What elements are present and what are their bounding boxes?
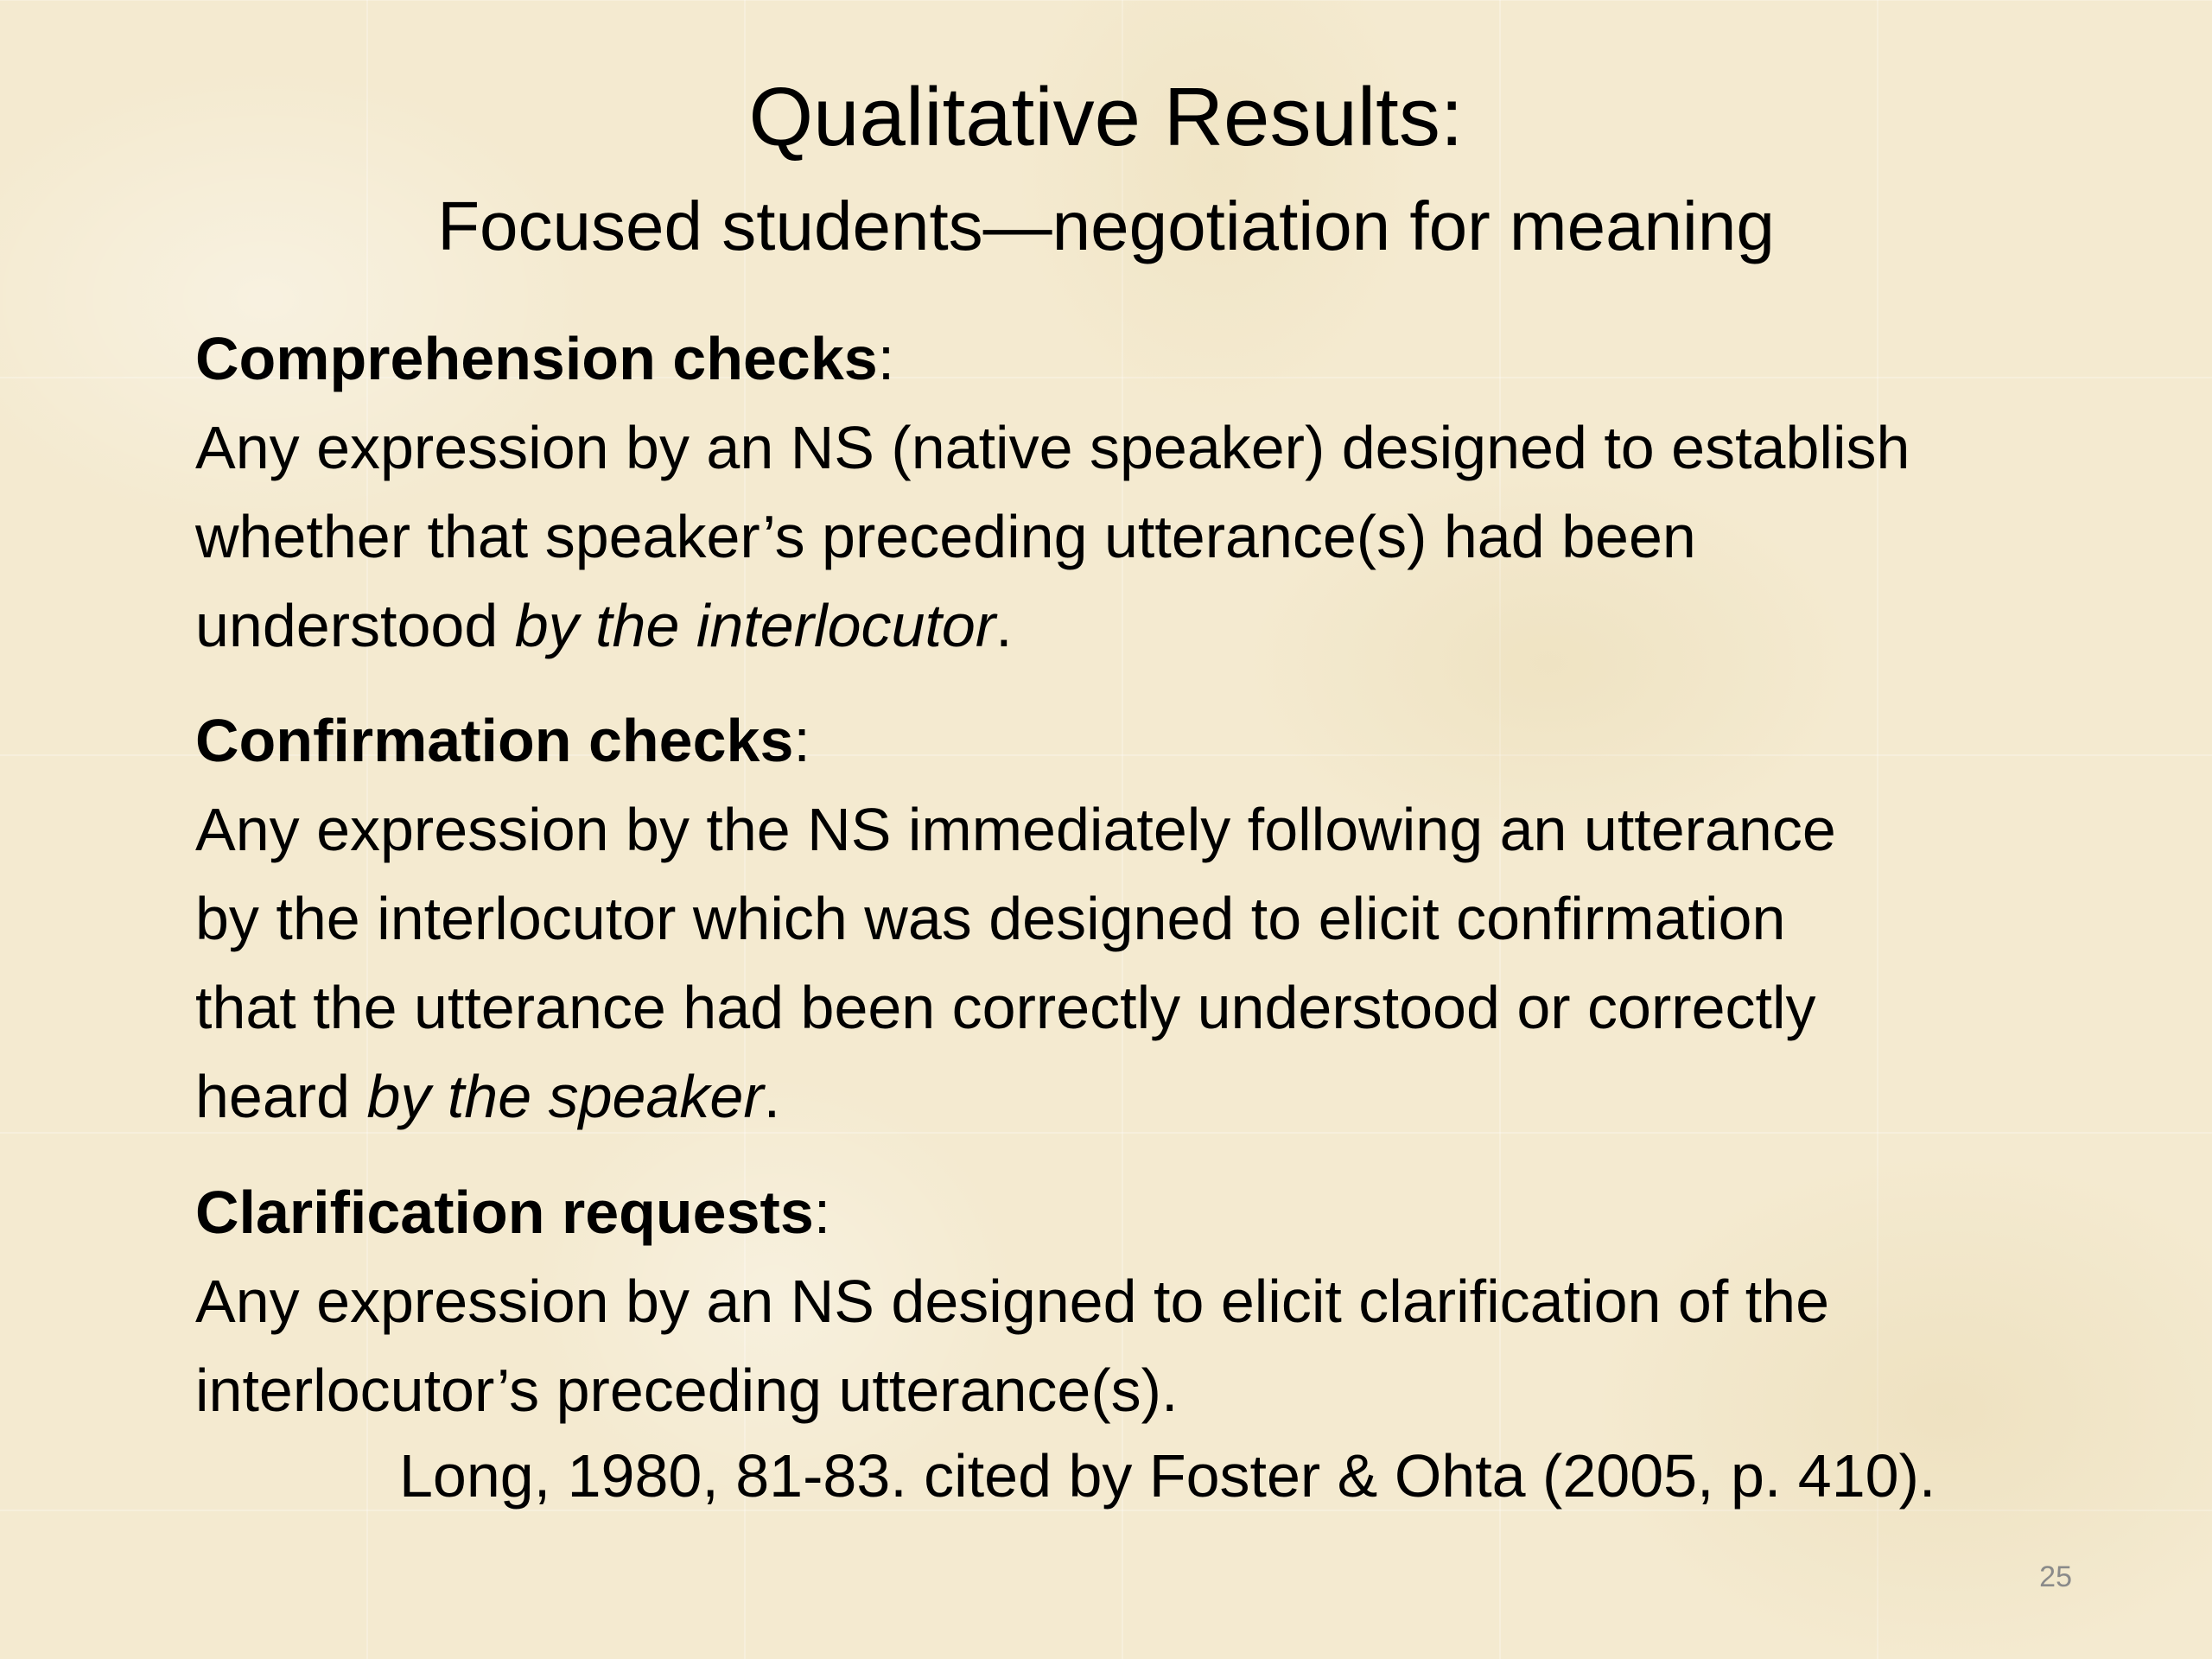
section-confirmation-checks — [195, 696, 2113, 1141]
definition-line: by the interlocutor which was designed to elicit confirmation — [195, 885, 1786, 952]
term-heading — [195, 696, 2113, 785]
definition-text: understood — [195, 592, 515, 659]
definition-line: Any expression by an NS (native speaker) designed to establish — [195, 414, 1910, 481]
term-colon: : — [813, 1179, 831, 1246]
definition-line: interlocutor’s preceding utterance(s). — [195, 1357, 1179, 1424]
definition-emphasis: by the interlocutor — [514, 592, 996, 659]
term-heading — [195, 315, 2113, 404]
definition-period: . — [995, 592, 1013, 659]
slide-title: Qualitative Results: — [748, 71, 1464, 163]
definition-line: whether that speaker’s preceding utterance(s) had been — [195, 503, 1696, 570]
page-number: 25 — [2039, 1560, 2072, 1593]
term-heading — [195, 1168, 2113, 1257]
definition-period: . — [763, 1063, 781, 1130]
definition-line-last — [195, 582, 2113, 671]
definition-line-last — [195, 1052, 2113, 1141]
term-colon: : — [793, 707, 810, 774]
slide-subtitle: Focused students—negotiation for meaning — [437, 188, 1775, 264]
definition-text: heard — [195, 1063, 367, 1130]
citation: Long, 1980, 81-83. cited by Foster & Ohta (2005, p. 410). — [399, 1442, 1936, 1510]
term-colon: : — [877, 325, 895, 392]
definition-emphasis: by the speaker — [366, 1063, 764, 1130]
term-label: Clarification requests — [195, 1179, 814, 1246]
section-clarification-requests — [195, 1168, 2113, 1435]
definition-line: Any expression by the NS immediately following an utterance — [195, 796, 1836, 863]
section-comprehension-checks — [195, 315, 2113, 671]
definition-line: Any expression by an NS designed to elicit clarification of the — [195, 1268, 1830, 1335]
term-label: Comprehension checks — [195, 325, 878, 392]
definition-line: that the utterance had been correctly understood or correctly — [195, 974, 1816, 1041]
term-label: Confirmation checks — [195, 707, 794, 774]
